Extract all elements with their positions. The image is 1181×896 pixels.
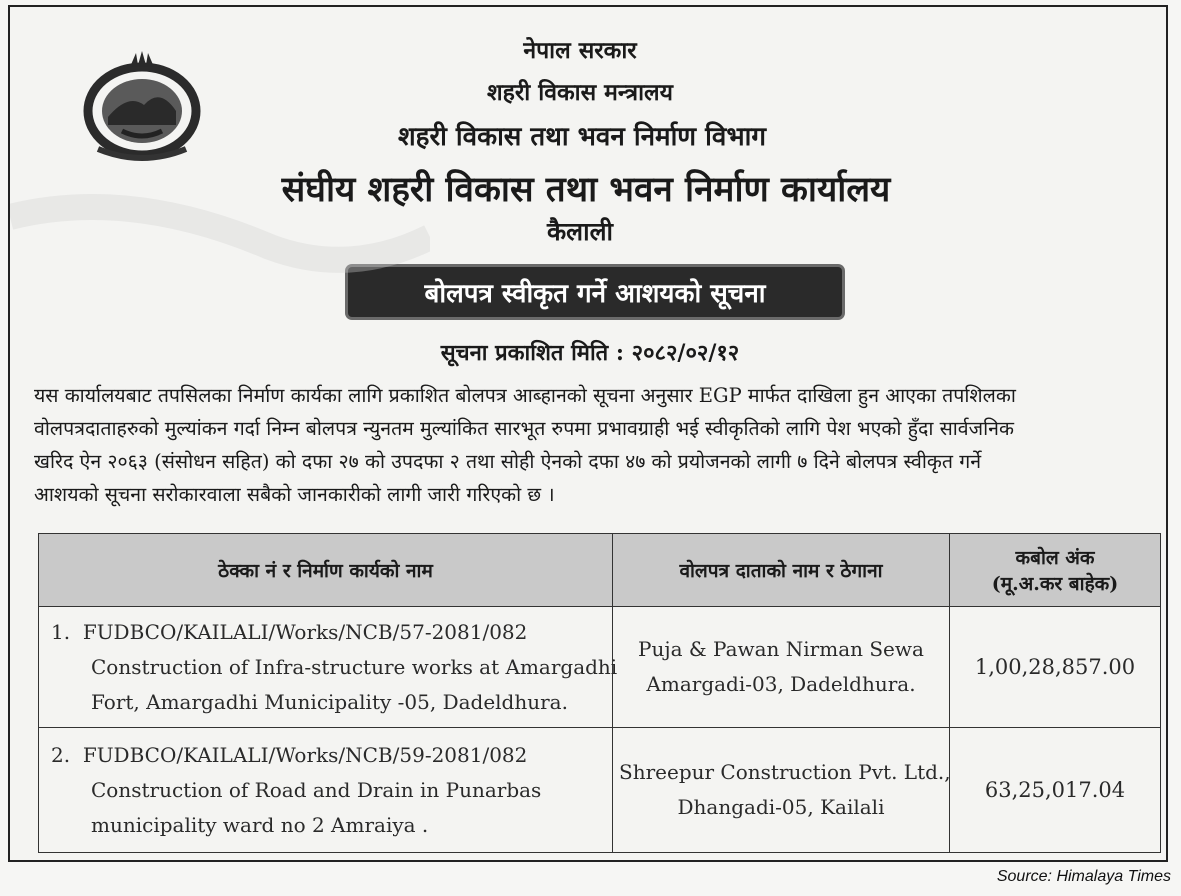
header-amount-line1: कबोल अंक: [1015, 547, 1095, 569]
header-department: शहरी विकास तथा भवन निर्माण विभाग: [398, 122, 766, 152]
bidder-cell: [613, 728, 950, 853]
table-row: [39, 607, 1161, 728]
body-line: यस कार्यालयबाट तपसिलका निर्माण कार्यका लागि प्रकाशित बोलपत्र आब्हानको सूचना अनुसार EGP मार्फत दाखिला हुन आएका तपशिलका: [34, 384, 1016, 407]
header-work: [39, 534, 613, 607]
work-description: Construction of Road and Drain in Punarbas: [91, 777, 542, 802]
bidder-cell: [613, 607, 950, 728]
header-bidder-text: वोलपत्र दाताको नाम र ठेगाना: [679, 560, 883, 582]
header-bidder: [613, 534, 950, 607]
work-cell: [39, 728, 613, 853]
header-ministry: शहरी विकास मन्त्रालय: [487, 79, 673, 106]
notice-title-text: बोलपत्र स्वीकृत गर्ने आशयको सूचना: [424, 279, 766, 309]
work-cell: [39, 607, 618, 728]
work-location: municipality ward no 2 Amraiya .: [91, 812, 429, 837]
published-date: सूचना प्रकाशित मिति : २०८२/०२/१२: [440, 340, 740, 366]
contract-number: FUDBCO/KAILALI/Works/NCB/59-2081/082: [82, 742, 528, 767]
body-line: आशयको सूचना सरोकारवाला सबैको जानकारीको लागी जारी गरिएको छ ।: [34, 483, 555, 506]
body-line: वोलपत्रदाताहरुको मुल्यांकन गर्दा निम्न बोलपत्र न्युनतम मुल्यांकित सारभूत रुपमा प्रभावग्राही भई स्वीकृतिको लागि पेश भएको हुँदा सार्वजनिक: [34, 417, 1014, 440]
bid-amount: 63,25,017.04: [950, 728, 1161, 853]
bidder-address: Dhangadi-05, Kailali: [677, 795, 885, 819]
row-number: 1.: [51, 619, 71, 644]
header-work-text: ठेक्का नं र निर्माण कार्यको नाम: [218, 560, 433, 582]
body-line: खरिद ऐन २०६३ (संसोधन सहित) को दफा २७ को उपदफा २ तथा सोही ऐनको दफा ४७ को प्रयोजनको लागी ७ दिने बोलपत्र स्वीकृत गर्ने: [34, 450, 982, 473]
bidder-name: Shreepur Construction Pvt. Ltd.,: [619, 760, 951, 784]
contract-line: [51, 615, 604, 650]
work-description: Construction of Infra-structure works at Amargadhi: [91, 654, 618, 679]
header-district: कैलाली: [546, 217, 614, 246]
table-row: [39, 728, 1161, 853]
header-office: संघीय शहरी विकास तथा भवन निर्माण कार्यालय: [281, 169, 891, 210]
source-credit: Source: Himalaya Times: [996, 868, 1171, 885]
contract-line: [51, 738, 604, 773]
header-government: नेपाल सरकार: [523, 37, 637, 64]
header-amount: [950, 534, 1161, 607]
notice-body: [34, 379, 1154, 511]
row-number: 2.: [51, 742, 71, 767]
header-amount-line2: (मू.अ.कर बाहेक): [991, 573, 1119, 595]
award-table: [38, 533, 1161, 853]
table-header-row: [39, 534, 1161, 607]
contract-number: FUDBCO/KAILALI/Works/NCB/57-2081/082: [82, 619, 528, 644]
bidder-name: Puja & Pawan Nirman Sewa: [638, 637, 924, 661]
work-location: Fort, Amargadhi Municipality -05, Dadeldhura.: [91, 689, 568, 714]
bidder-address: Amargadi-03, Dadeldhura.: [646, 672, 916, 696]
notice-title: [348, 267, 842, 317]
notice-frame: [8, 5, 1168, 862]
bid-amount: 1,00,28,857.00: [950, 607, 1161, 728]
